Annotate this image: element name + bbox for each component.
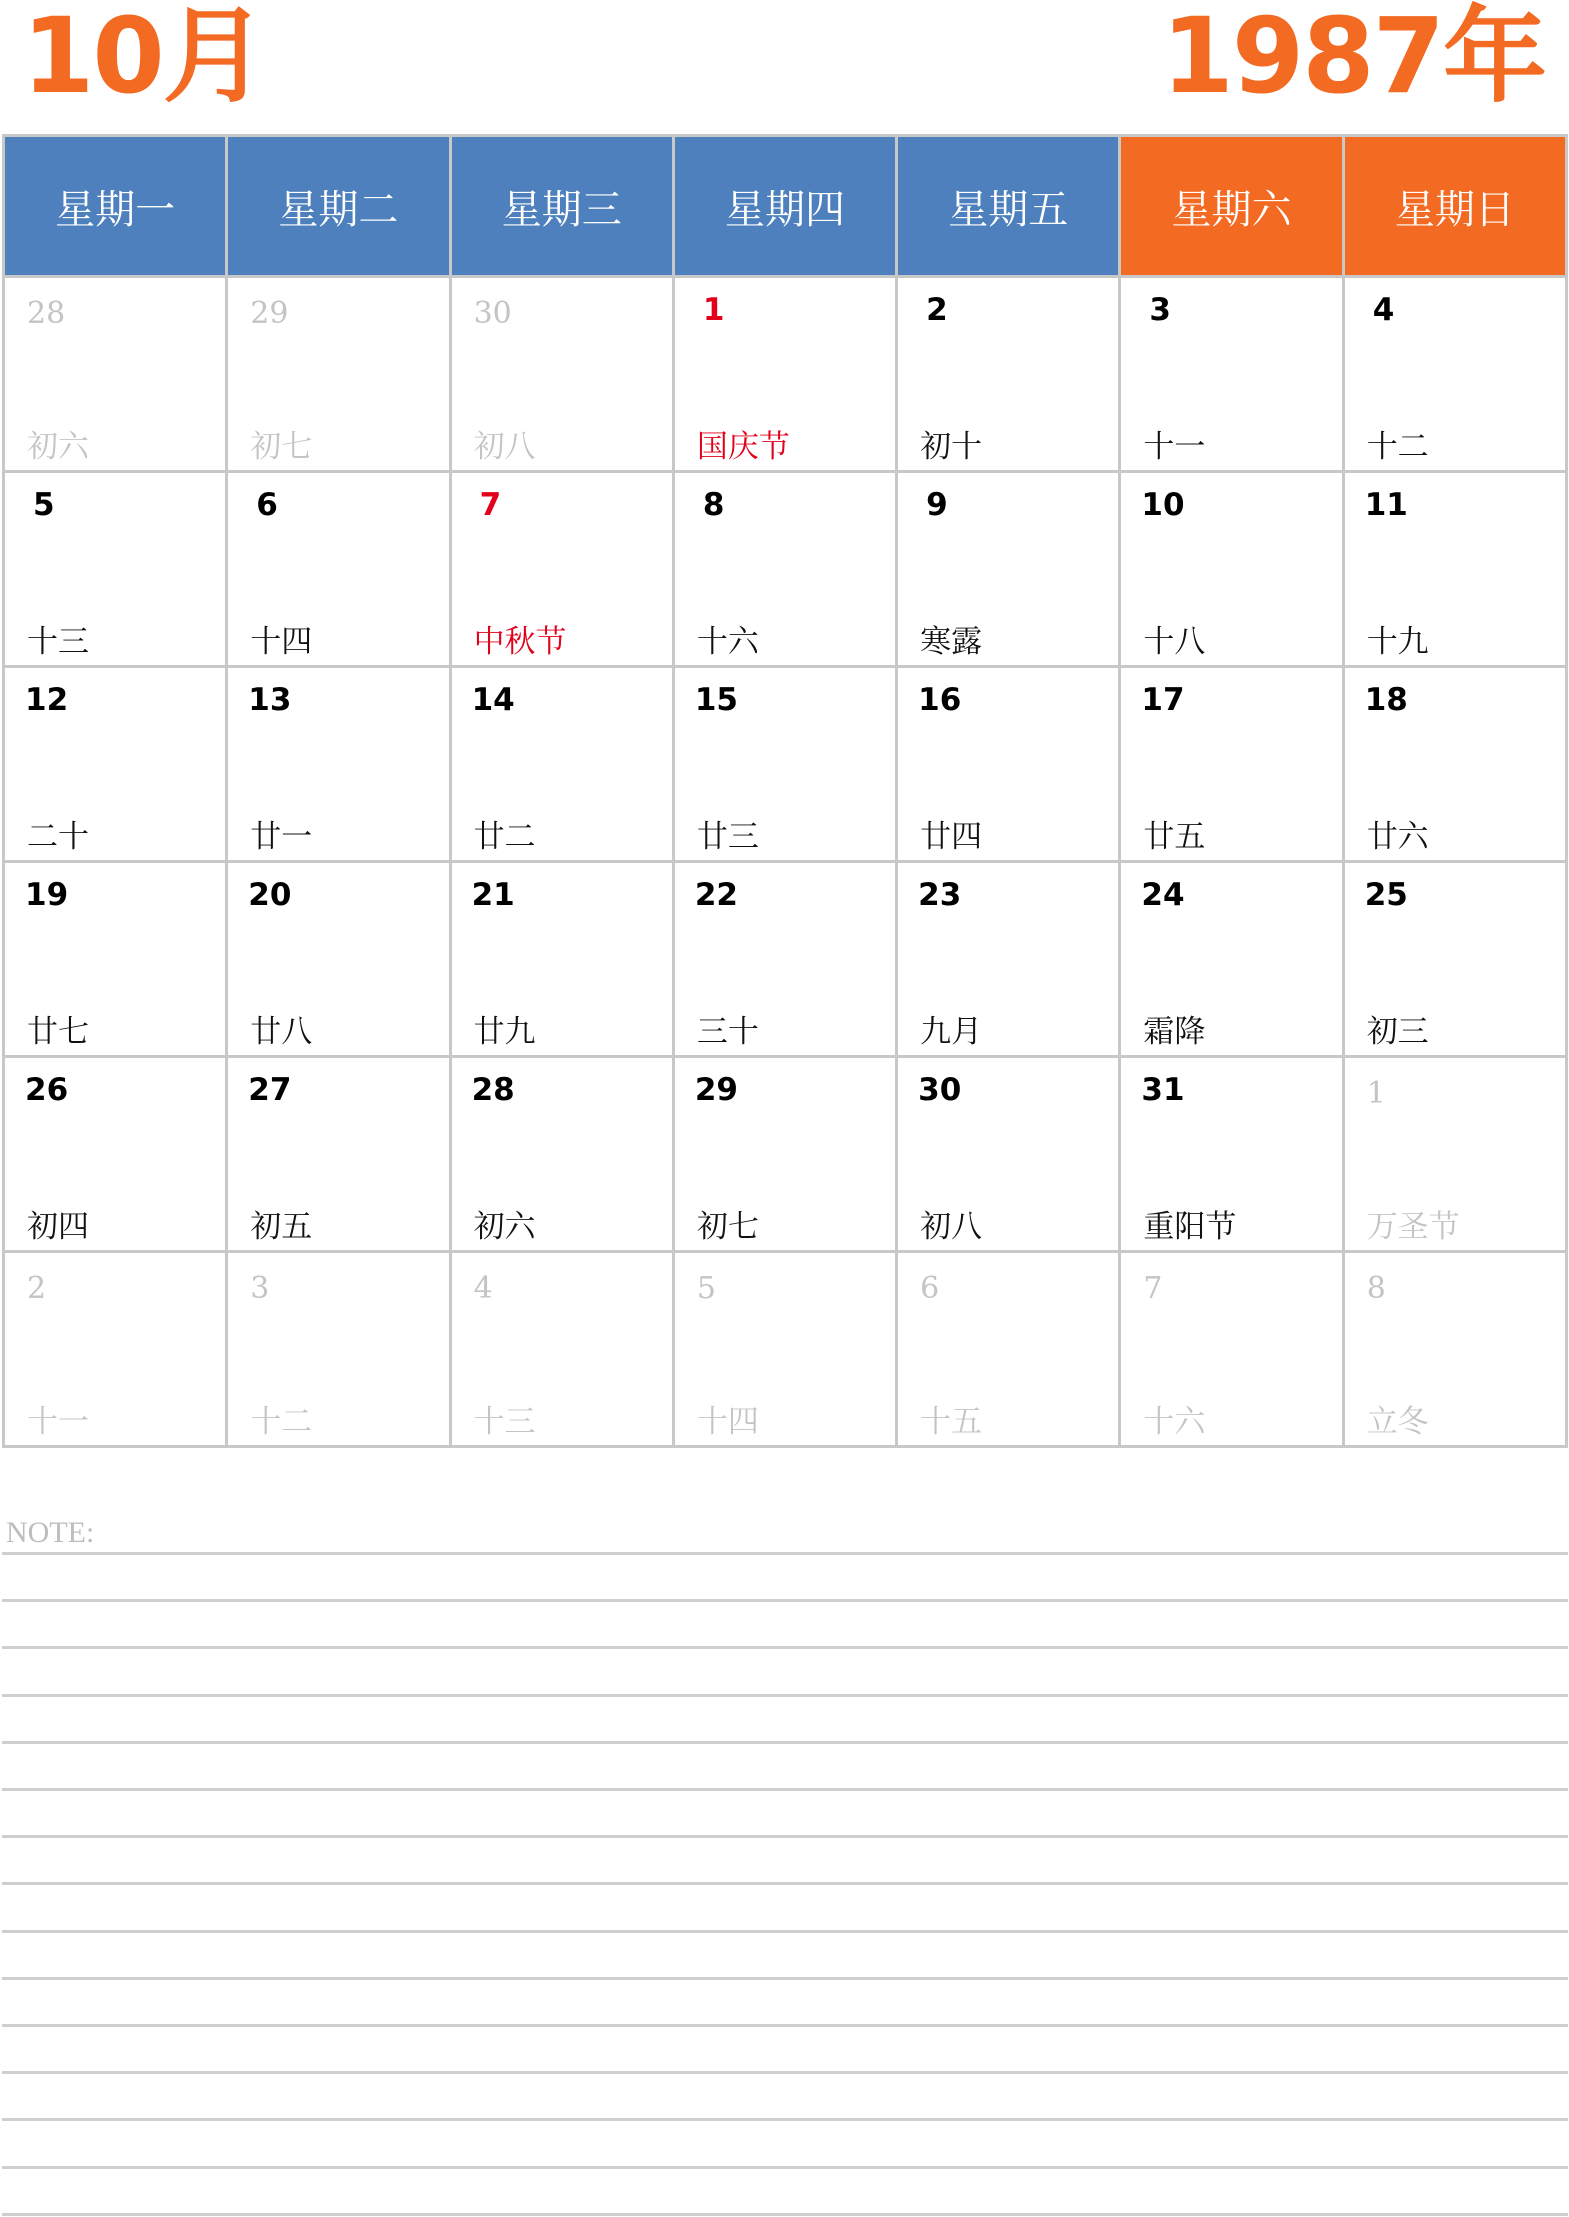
day-cell <box>1120 667 1343 862</box>
note-label: NOTE: <box>6 1516 95 1549</box>
weekday-header-wed: 星期三 <box>450 136 673 277</box>
lunar-label: 霜降 <box>1143 1014 1206 1050</box>
day-number: 28 <box>471 1072 515 1108</box>
lunar-label: 十三 <box>27 624 89 660</box>
day-cell <box>1343 667 1566 862</box>
lunar-label: 初十 <box>920 429 983 465</box>
day-cell <box>1120 1057 1343 1252</box>
week-row <box>4 1252 1567 1447</box>
day-number: 2 <box>926 292 948 328</box>
lunar-label: 廿二 <box>473 819 536 855</box>
day-number: 10 <box>1141 487 1185 523</box>
day-cell <box>227 472 450 667</box>
lunar-label: 初八 <box>473 429 536 465</box>
day-number: 17 <box>1141 682 1185 718</box>
note-line <box>2 1835 1568 1838</box>
day-cell <box>450 277 673 472</box>
day-cell <box>227 667 450 862</box>
day-cell <box>1120 277 1343 472</box>
day-number: 23 <box>918 877 962 913</box>
day-cell <box>1120 862 1343 1057</box>
lunar-label: 初六 <box>27 429 89 465</box>
day-cell <box>673 667 896 862</box>
calendar-body <box>4 277 1567 1447</box>
day-cell <box>450 1057 673 1252</box>
day-cell <box>673 472 896 667</box>
day-number: 29 <box>694 1072 738 1108</box>
lunar-label: 初八 <box>920 1209 983 1245</box>
day-cell <box>450 862 673 1057</box>
lunar-label: 三十 <box>696 1014 759 1050</box>
day-number: 15 <box>694 682 738 718</box>
lunar-label: 初六 <box>473 1209 536 1245</box>
note-line <box>2 2166 1568 2169</box>
day-number: 12 <box>25 682 69 718</box>
lunar-label: 万圣节 <box>1366 1209 1460 1245</box>
day-number: 1 <box>702 292 725 328</box>
note-line <box>2 1741 1568 1744</box>
lunar-label: 十二 <box>1366 429 1429 465</box>
lunar-label: 初三 <box>1366 1014 1429 1050</box>
day-number: 5 <box>696 1271 716 1306</box>
note-line <box>2 2071 1568 2074</box>
lunar-label: 立冬 <box>1366 1404 1429 1440</box>
week-row <box>4 862 1567 1057</box>
lunar-label: 初五 <box>250 1209 313 1245</box>
week-row <box>4 1057 1567 1252</box>
note-line <box>2 1552 1568 1555</box>
day-number: 6 <box>920 1271 940 1306</box>
day-number: 30 <box>473 296 512 331</box>
note-line <box>2 2118 1568 2121</box>
lunar-label: 十八 <box>1143 624 1206 660</box>
note-line <box>2 1694 1568 1697</box>
day-number: 7 <box>1143 1271 1163 1306</box>
day-cell <box>4 862 227 1057</box>
note-line <box>2 1882 1568 1885</box>
day-cell <box>1343 862 1566 1057</box>
day-cell <box>4 1252 227 1447</box>
day-cell <box>450 472 673 667</box>
lunar-label: 初七 <box>250 429 313 465</box>
lunar-label: 国庆节 <box>696 429 790 465</box>
day-cell <box>897 1252 1120 1447</box>
weekday-header-fri: 星期五 <box>897 136 1120 277</box>
day-cell <box>673 862 896 1057</box>
day-number: 1 <box>1366 1076 1386 1111</box>
day-cell <box>1343 472 1566 667</box>
day-number: 29 <box>250 296 289 331</box>
day-cell <box>897 1057 1120 1252</box>
day-number: 6 <box>256 487 278 523</box>
note-line <box>2 1646 1568 1649</box>
day-number: 21 <box>471 877 515 913</box>
lunar-label: 二十 <box>27 819 89 855</box>
day-cell <box>450 667 673 862</box>
day-number: 19 <box>25 877 69 913</box>
day-number: 11 <box>1364 487 1408 523</box>
day-cell <box>227 862 450 1057</box>
lunar-label: 重阳节 <box>1143 1209 1237 1245</box>
day-number: 2 <box>27 1271 47 1306</box>
day-cell <box>1120 1252 1343 1447</box>
note-line <box>2 1977 1568 1980</box>
day-cell <box>673 1057 896 1252</box>
day-number: 3 <box>250 1271 270 1306</box>
note-line <box>2 2213 1568 2216</box>
day-cell <box>4 277 227 472</box>
day-cell <box>1343 277 1566 472</box>
lunar-label: 廿七 <box>27 1014 89 1050</box>
day-cell <box>4 472 227 667</box>
day-number: 27 <box>248 1072 292 1108</box>
weekday-header-tue: 星期二 <box>227 136 450 277</box>
day-cell <box>897 277 1120 472</box>
day-number: 16 <box>918 682 962 718</box>
lunar-label: 十四 <box>696 1404 759 1440</box>
note-line <box>2 1788 1568 1791</box>
lunar-label: 十一 <box>27 1404 89 1440</box>
day-cell <box>897 472 1120 667</box>
lunar-label: 廿五 <box>1143 819 1206 855</box>
lunar-label: 廿九 <box>473 1014 536 1050</box>
lunar-label: 廿六 <box>1366 819 1429 855</box>
weekday-header-sat: 星期六 <box>1120 136 1343 277</box>
lunar-label: 初四 <box>27 1209 89 1245</box>
day-number: 8 <box>1366 1271 1386 1306</box>
lunar-label: 十九 <box>1366 624 1429 660</box>
day-number: 14 <box>471 682 515 718</box>
day-number: 7 <box>479 487 502 523</box>
day-cell <box>1120 472 1343 667</box>
calendar-grid <box>2 134 1568 1448</box>
note-line <box>2 1599 1568 1602</box>
lunar-label: 十六 <box>696 624 759 660</box>
day-number: 30 <box>918 1072 962 1108</box>
day-number: 9 <box>926 487 948 523</box>
day-cell <box>227 277 450 472</box>
lunar-label: 廿四 <box>920 819 983 855</box>
note-line <box>2 1930 1568 1933</box>
day-cell <box>4 1057 227 1252</box>
year-title: 1987年 <box>1161 0 1545 117</box>
lunar-label: 九月 <box>920 1014 983 1050</box>
week-row <box>4 472 1567 667</box>
lunar-label: 廿一 <box>250 819 313 855</box>
day-number: 25 <box>1364 877 1408 913</box>
day-number: 5 <box>33 487 55 523</box>
lunar-label: 十五 <box>920 1404 983 1440</box>
day-cell <box>673 277 896 472</box>
week-row <box>4 277 1567 472</box>
day-cell <box>897 667 1120 862</box>
day-cell <box>4 667 227 862</box>
weekday-header-row <box>4 136 1567 277</box>
lunar-label: 十六 <box>1143 1404 1206 1440</box>
month-title: 10月 <box>22 0 265 117</box>
lunar-label: 十一 <box>1143 429 1206 465</box>
day-cell <box>450 1252 673 1447</box>
day-cell <box>897 862 1120 1057</box>
day-number: 20 <box>248 877 292 913</box>
lunar-label: 中秋节 <box>473 624 567 660</box>
day-number: 26 <box>25 1072 69 1108</box>
lunar-label: 寒露 <box>920 624 983 660</box>
day-number: 8 <box>702 487 725 523</box>
week-row <box>4 667 1567 862</box>
lunar-label: 十四 <box>250 624 313 660</box>
day-number: 4 <box>473 1271 493 1306</box>
day-cell <box>227 1057 450 1252</box>
lunar-label: 初七 <box>696 1209 759 1245</box>
day-number: 13 <box>248 682 292 718</box>
day-cell <box>673 1252 896 1447</box>
day-number: 18 <box>1364 682 1408 718</box>
lunar-label: 十三 <box>473 1404 536 1440</box>
weekday-header-mon: 星期一 <box>4 136 227 277</box>
day-cell <box>227 1252 450 1447</box>
day-cell <box>1343 1057 1566 1252</box>
lunar-label: 廿三 <box>696 819 759 855</box>
note-line <box>2 2024 1568 2027</box>
lunar-label: 廿八 <box>250 1014 313 1050</box>
weekday-header-thu: 星期四 <box>673 136 896 277</box>
day-number: 31 <box>1141 1072 1185 1108</box>
day-cell <box>1343 1252 1566 1447</box>
day-number: 28 <box>27 296 66 331</box>
weekday-header-sun: 星期日 <box>1343 136 1566 277</box>
day-number: 4 <box>1372 292 1395 328</box>
day-number: 22 <box>694 877 738 913</box>
day-number: 24 <box>1141 877 1185 913</box>
day-number: 3 <box>1149 292 1171 328</box>
lunar-label: 十二 <box>250 1404 313 1440</box>
